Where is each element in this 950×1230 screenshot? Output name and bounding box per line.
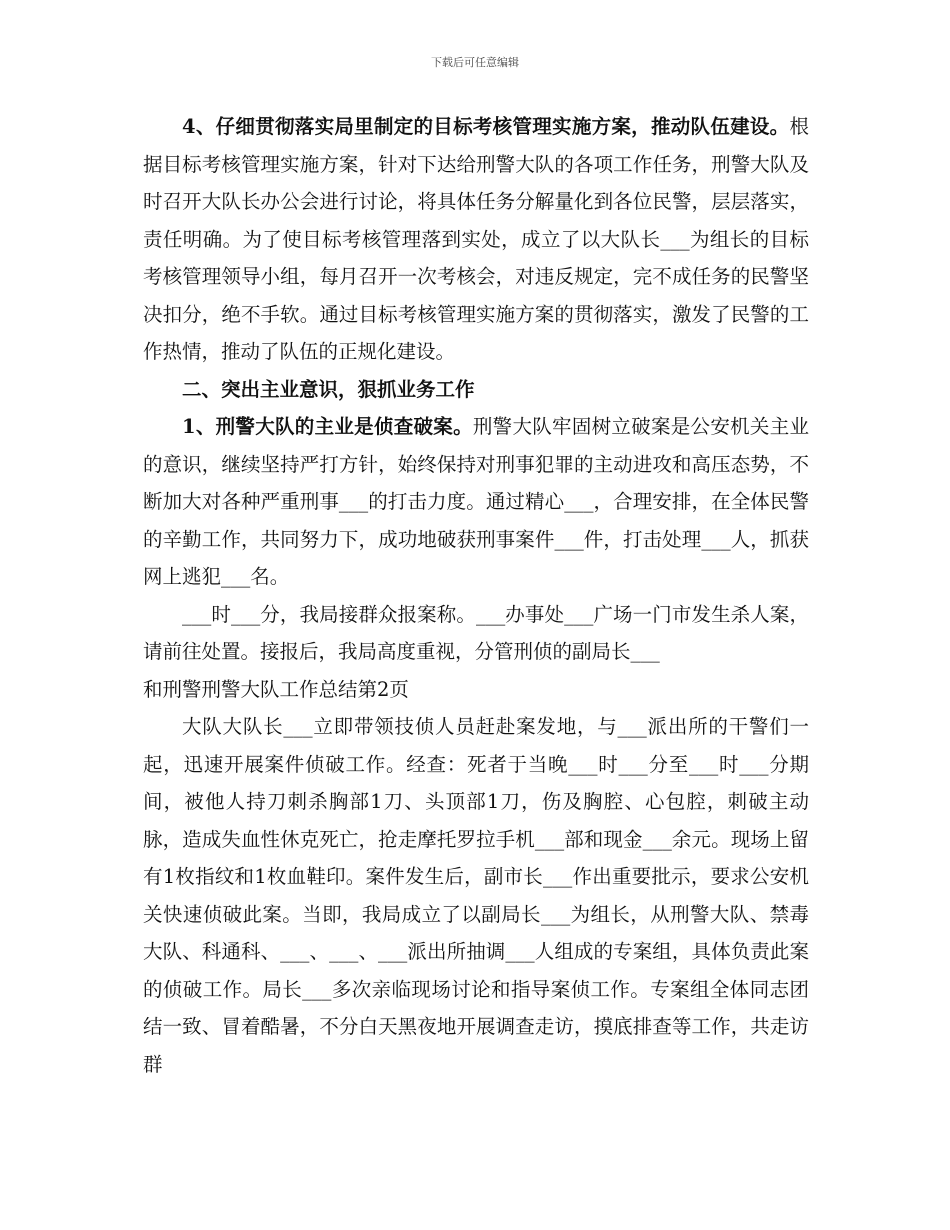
- page-break-line: [143, 671, 809, 709]
- paragraph-text: 根据目标考核管理实施方案，针对下达给刑警大队的各项工作任务，刑警大队及时召开大队长办公会进行讨论，将具体任务分解量化到各位民警，层层落实，责任明确。为了使目标考核管理落到实处，成立了以大队长___为组长的目标考核管理领导小组，每月召开一次考核会，对违反规定，完不成任务的民警坚决扣分，绝不手软。通过目标考核管理实施方案的贯彻落实，激发了民警的工作热情，推动了队伍的正规化建设。: [143, 115, 809, 363]
- paragraph: [143, 596, 809, 671]
- paragraph: [143, 408, 809, 596]
- paragraph-text: ___时___分，我局接群众报案称。___办事处___广场一门市发生杀人案，请前往处置。接报后，我局高度重视，分管刑侦的副局长___: [143, 602, 809, 663]
- paragraph: [143, 108, 809, 371]
- paragraph: [143, 708, 809, 1083]
- paragraph-heading: 1、刑警大队的主业是侦查破案。: [182, 415, 473, 438]
- section-heading-text: 二、突出主业意识，狠抓业务工作: [182, 377, 475, 401]
- paragraph-text: 和刑警刑警大队工作总结第2页: [143, 677, 409, 701]
- page-header: 下载后可任意编辑: [431, 56, 519, 69]
- section-heading: [143, 371, 809, 409]
- paragraph-text: 刑警大队牢固树立破案是公安机关主业的意识，继续坚持严打方针，始终保持对刑事犯罪的主动进攻和高压态势，不断加大对各种严重刑事___的打击力度。通过精心___，合理安排，在全体民警的辛勤工作，共同努力下，成功地破获刑事案件___件，打击处理___人，抓获网上逃犯___名。: [143, 415, 809, 588]
- paragraph-text: 大队大队长___立即带领技侦人员赶赴案发地，与___派出所的干警们一起，迅速开展案件侦破工作。经查：死者于当晚___时___分至___时___分期间，被他人持刀刺杀胸部1刀、头顶部1刀，伤及胸腔、心包腔，刺破主动脉，造成失血性休克死亡，抢走摩托罗拉手机___部和现金___余元。现场上留有1枚指纹和1枚血鞋印。案件发生后，副市长___作出重要批示，要求公安机关快速侦破此案。当即，我局成立了以副局长___为组长，从刑警大队、禁毒大队、科通科、___、___、___派出所抽调___人组成的专案组，具体负责此案的侦破工作。局长___多次亲临现场讨论和指导案侦工作。专案组全体同志团结一致、冒着酷暑，不分白天黑夜地开展调查走访，摸底排查等工作，共走访群: [143, 715, 809, 1076]
- paragraph-heading: 4、仔细贯彻落实局里制定的目标考核管理实施方案，推动队伍建设。: [182, 115, 790, 138]
- document-body: [143, 108, 809, 1083]
